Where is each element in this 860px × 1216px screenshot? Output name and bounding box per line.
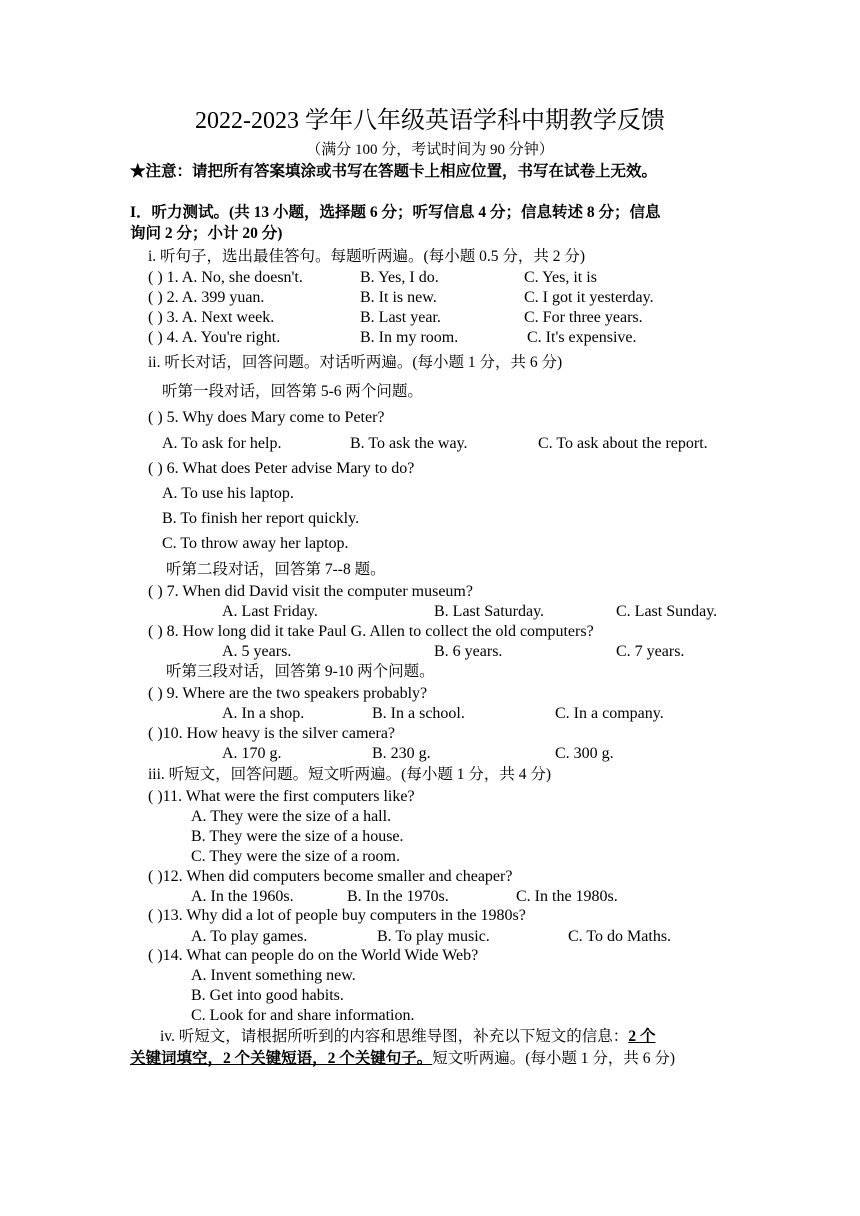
question-6-option-a: A. To use his laptop. <box>162 485 294 502</box>
part-iv-bold-1: 2 个 <box>628 1028 656 1045</box>
question-5-option-b: B. To ask the way. <box>350 435 468 452</box>
question-7-stem: ( ) 7. When did David visit the computer museum? <box>148 583 473 600</box>
question-6-stem: ( ) 6. What does Peter advise Mary to do? <box>148 460 415 477</box>
part-iv-instruction-end: 短文听两遍。(每小题 1 分，共 6 分) <box>432 1050 676 1067</box>
part-iv-instruction-line2 <box>130 1049 675 1069</box>
section-heading-line1: I．听力测试。(共 13 小题，选择题 6 分；听写信息 4 分；信息转述 8 分；信息 <box>130 204 661 221</box>
question-10-option-b: B. 230 g. <box>372 745 431 762</box>
question-10-option-c: C. 300 g. <box>555 745 614 762</box>
question-4-option-c: C. It's expensive. <box>527 329 637 346</box>
question-10-option-a: A. 170 g. <box>222 745 282 762</box>
question-7-option-b: B. Last Saturday. <box>434 603 545 620</box>
question-8-stem: ( ) 8. How long did it take Paul G. Allen to collect the old computers? <box>148 623 594 640</box>
question-13-stem: ( )13. Why did a lot of people buy computers in the 1980s? <box>148 907 526 924</box>
exam-subtitle: （满分 100 分，考试时间为 90 分钟） <box>306 142 554 158</box>
question-6-option-b: B. To finish her report quickly. <box>162 510 360 527</box>
section-heading-line2: 询问 2 分；小计 20 分) <box>130 225 283 242</box>
question-12-option-c: C. In the 1980s. <box>516 888 618 905</box>
exam-title: 2022-2023 学年八年级英语学科中期教学反馈 <box>195 108 665 134</box>
question-8-option-a: A. 5 years. <box>222 643 292 660</box>
dialog-2-intro: 听第二段对话，回答第 7--8 题。 <box>166 561 386 578</box>
dialog-1-intro: 听第一段对话，回答第 5-6 两个问题。 <box>162 383 423 400</box>
question-12-option-b: B. In the 1970s. <box>347 888 449 905</box>
question-9-option-a: A. In a shop. <box>222 705 305 722</box>
question-11-option-b: B. They were the size of a house. <box>191 828 404 845</box>
question-9-option-c: C. In a company. <box>555 705 664 722</box>
question-7-option-c: C. Last Sunday. <box>616 603 718 620</box>
question-1-stem: ( ) 1. A. No, she doesn't. <box>148 269 303 286</box>
question-9-option-b: B. In a school. <box>372 705 465 722</box>
question-5-option-c: C. To ask about the report. <box>538 435 708 452</box>
question-4-option-b: B. In my room. <box>360 329 459 346</box>
question-8-option-c: C. 7 years. <box>616 643 685 660</box>
part-iv-instruction-start: iv. 听短文，请根据所听到的内容和思维导图，补充以下短文的信息： <box>160 1028 629 1045</box>
part-iv-bold-2: 关键词填空，2 个关键短语，2 个关键句子。 <box>130 1050 433 1067</box>
question-14-stem: ( )14. What can people do on the World Wide Web? <box>148 947 479 964</box>
question-14-option-a: A. Invent something new. <box>191 967 356 984</box>
question-6-option-c: C. To throw away her laptop. <box>162 535 349 552</box>
question-4-stem: ( ) 4. A. You're right. <box>148 329 281 346</box>
question-5-option-a: A. To ask for help. <box>162 435 282 452</box>
question-9-stem: ( ) 9. Where are the two speakers probably? <box>148 685 428 702</box>
question-11-stem: ( )11. What were the first computers like? <box>148 788 415 805</box>
question-11-option-c: C. They were the size of a room. <box>191 848 400 865</box>
question-12-stem: ( )12. When did computers become smaller and cheaper? <box>148 868 513 885</box>
question-13-option-b: B. To play music. <box>377 928 490 945</box>
part-ii-instruction: ii. 听长对话，回答问题。对话听两遍。(每小题 1 分，共 6 分) <box>148 354 563 371</box>
question-11-option-a: A. They were the size of a hall. <box>191 808 392 825</box>
question-14-option-c: C. Look for and share information. <box>191 1007 415 1024</box>
question-8-option-b: B. 6 years. <box>434 643 503 660</box>
question-1-option-b: B. Yes, I do. <box>360 269 439 286</box>
part-iv-instruction-line1 <box>160 1027 655 1047</box>
question-13-option-a: A. To play games. <box>191 928 308 945</box>
question-3-option-c: C. For three years. <box>524 309 643 326</box>
question-2-stem: ( ) 2. A. 399 yuan. <box>148 289 265 306</box>
question-2-option-b: B. It is new. <box>360 289 437 306</box>
question-2-option-c: C. I got it yesterday. <box>524 289 654 306</box>
question-5-stem: ( ) 5. Why does Mary come to Peter? <box>148 409 385 426</box>
notice: ★注意：请把所有答案填涂或书写在答题卡上相应位置，书写在试卷上无效。 <box>130 163 658 180</box>
part-iii-instruction: iii. 听短文，回答问题。短文听两遍。(每小题 1 分，共 4 分) <box>148 766 551 783</box>
part-i-instruction: i. 听句子，选出最佳答句。每题听两遍。(每小题 0.5 分，共 2 分) <box>148 248 586 265</box>
question-10-stem: ( )10. How heavy is the silver camera? <box>148 725 396 742</box>
question-1-option-c: C. Yes, it is <box>524 269 597 286</box>
question-14-option-b: B. Get into good habits. <box>191 987 344 1004</box>
question-13-option-c: C. To do Maths. <box>568 928 672 945</box>
question-3-stem: ( ) 3. A. Next week. <box>148 309 275 326</box>
question-7-option-a: A. Last Friday. <box>222 603 318 620</box>
question-12-option-a: A. In the 1960s. <box>191 888 294 905</box>
question-3-option-b: B. Last year. <box>360 309 441 326</box>
dialog-3-intro: 听第三段对话，回答第 9-10 两个问题。 <box>166 663 435 680</box>
